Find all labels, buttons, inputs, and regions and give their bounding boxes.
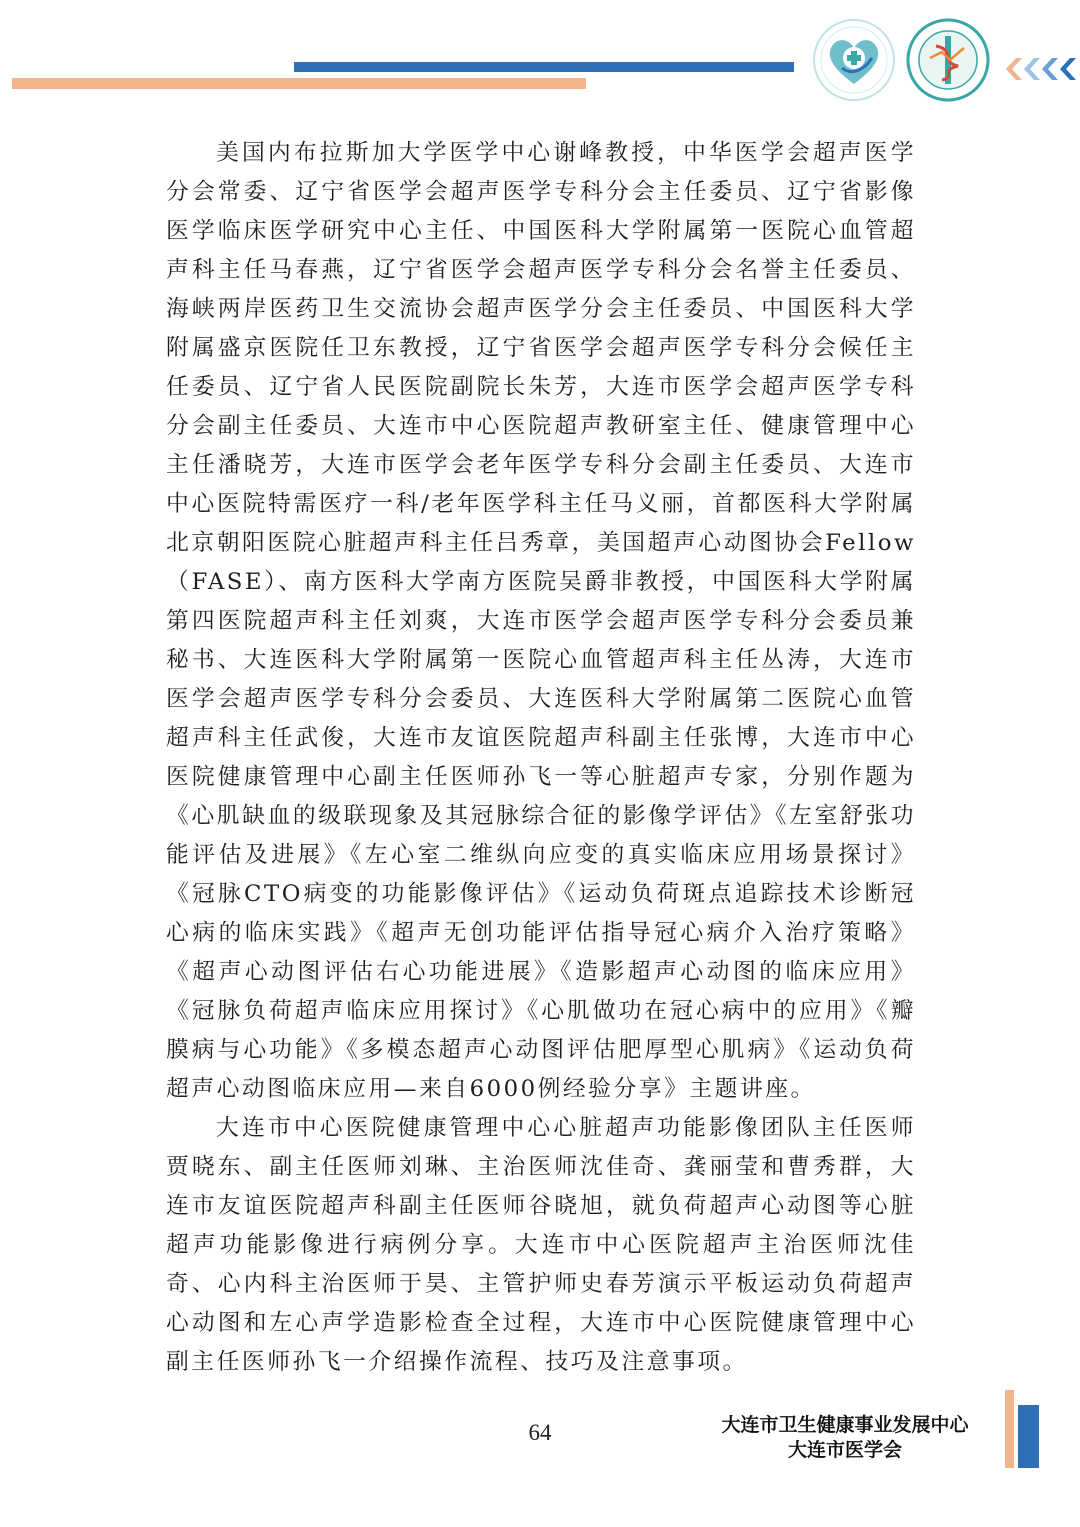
paragraph-speakers: 美国内布拉斯加大学医学中心谢峰教授，中华医学会超声医学分会常委、辽宁省医学会超声医学专科分会主任委员、辽宁省影像医学临床医学研究中心主任、中国医科大学附属第一医院心血管超声科主任马春燕，辽宁省医学会超声医学专科分会名誉主任委员、海峡两岸医药卫生交流协会超声医学分会主任委员、中国医科大学附属盛京医院任卫东教授，辽宁省医学会超声医学专科分会候任主任委员、辽宁省人民医院副院长朱芳，大连市医学会超声医学专科分会副主任委员、大连市中心医院超声教研室主任、健康管理中心主任潘晓芳，大连市医学会老年医学专科分会副主任委员、大连市中心医院特需医疗一科/老年医学科主任马义丽，首都医科大学附属北京朝阳医院心脏超声科主任吕秀章，美国超声心动图协会Fellow（FASE）、南方医科大学南方医院吴爵非教授，中国医科大学附属第四医院超声科主任刘爽，大连市医学会超声医学专科分会委员兼秘书、大连医科大学附属第一医院心血管超声科主任丛涛，大连市医学会超声医学专科分会委员、大连医科大学附属第二医院心血管超声科主任武俊，大连市友谊医院超声科副主任张博，大连市中心医院健康管理中心副主任医师孙飞一等心脏超声专家，分别作题为《心肌缺血的级联现象及其冠脉综合征的影像学评估》《左室舒张功能评估及进展》《左心室二维纵向应变的真实临床应用场景探讨》《冠脉CTO病变的功能影像评估》《运动负荷斑点追踪技术诊断冠心病的临床实践》《超声无创功能评估指导冠心病介入治疗策略》《超声心动图评估右心功能进展》《造影超声心动图的临床应用》《冠脉负荷超声临床应用探讨》《心肌做功在冠心病中的应用》《瓣膜病与心功能》《多模态超声心动图评估肥厚型心肌病》《运动负荷超声心动图临床应用—来自6000例经验分享》主题讲座。 <box>166 140 916 1102</box>
footer-orange-bar <box>1005 1390 1014 1468</box>
header-orange-bar <box>12 78 586 89</box>
health-center-logo <box>812 18 896 102</box>
medical-association-logo <box>906 18 990 102</box>
paragraph-case-sharing: 大连市中心医院健康管理中心心脏超声功能影像团队主任医师贾晓东、副主任医师刘琳、主治医师沈佳奇、龚丽莹和曹秀群，大连市友谊医院超声科副主任医师谷晓旭，就负荷超声心动图等心脏超声功能影像进行病例分享。大连市中心医院超声主治医师沈佳奇、心内科主治医师于昊、主管护师史春芳演示平板运动负荷超声心动图和左心声学造影检查全过程，大连市中心医院健康管理中心副主任医师孙飞一介绍操作流程、技巧及注意事项。 <box>166 1115 916 1375</box>
footer-organization <box>700 1413 990 1463</box>
footer-blue-bar <box>1018 1405 1039 1468</box>
header-blue-bar <box>294 62 794 72</box>
chevron-arrows-icon <box>1000 58 1076 80</box>
article-body <box>166 134 916 1382</box>
footer-org-line-2: 大连市医学会 <box>787 1439 902 1461</box>
page-number: 64 <box>528 1420 552 1445</box>
footer-org-line-1: 大连市卫生健康事业发展中心 <box>721 1414 969 1436</box>
